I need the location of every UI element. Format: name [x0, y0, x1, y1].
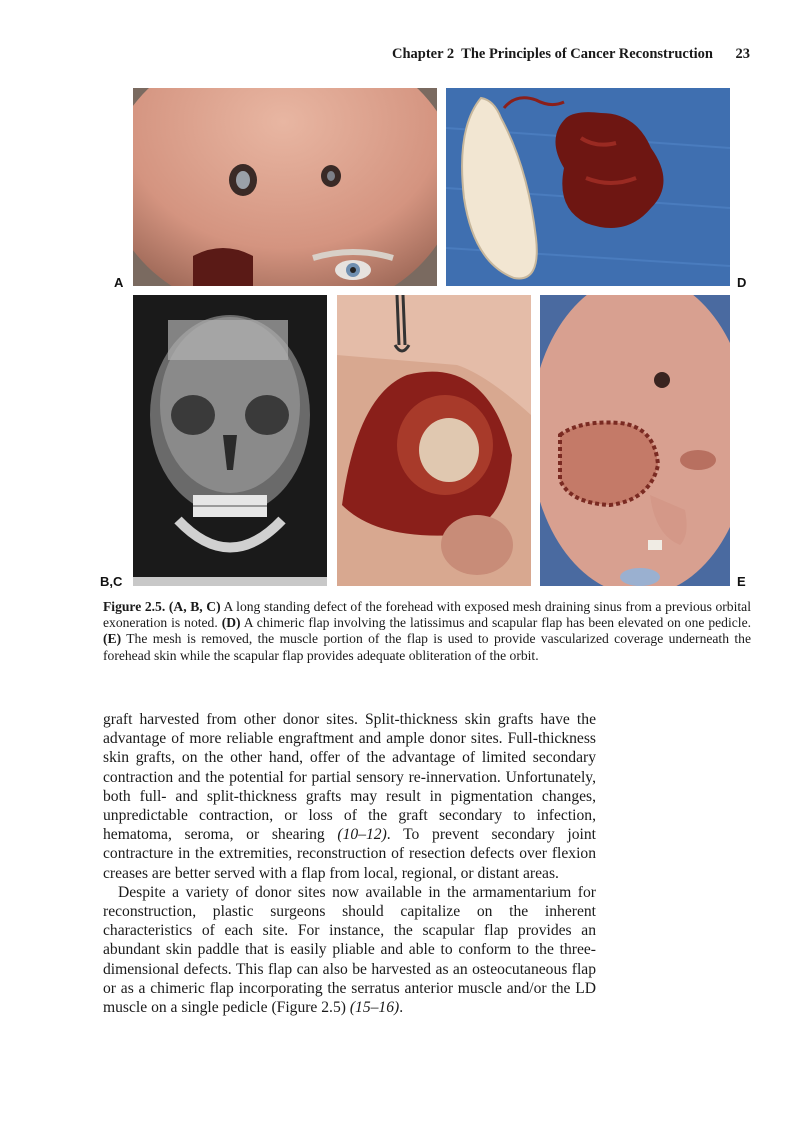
running-title: Chapter 2 The Principles of Cancer Reconstruction	[392, 46, 713, 62]
figure-caption	[103, 599, 751, 664]
caption-part2-text: A chimeric flap involving the latissimus and scapular flap has been elevated on one pedicle.	[240, 615, 751, 631]
caption-part1-label: (A, B, C)	[168, 599, 221, 614]
paragraph-2-end: .	[399, 999, 404, 1017]
xray-panel-bc-skull	[133, 295, 327, 586]
photo-panel-c-orbital-defect	[337, 295, 531, 586]
figure-label: Figure 2.5.	[103, 599, 166, 614]
running-head	[392, 46, 750, 63]
panel-label-e: E	[737, 574, 746, 589]
body-text	[103, 710, 596, 1017]
paragraph-1-citation: (10–12)	[337, 826, 387, 844]
paragraph-2	[103, 883, 596, 1017]
paragraph-2-text: Despite a variety of donor sites now available in the armamentarium for reconstruction, plastic surgeons should capitalize on the inherent characteristics of each site. For instance, the scapular flap provides an abundant skin paddle that is easily pliable and able to conform to the three-dimensional defects. This flap can also be harvested as an osteocutaneous flap or as a chimeric flap incorporating the serratus anterior muscle and/or the LD muscle on a single pedicle (Figure 2.5)	[103, 883, 596, 1017]
paragraph-2-citation: (15–16)	[349, 999, 400, 1017]
caption-part1-text: A long standing defect of the forehead with exposed mesh draining sinus from a previous orbital exoneration is noted.	[103, 599, 751, 631]
paragraph-1	[103, 710, 596, 883]
panel-label-bc: B,C	[100, 574, 123, 589]
paragraph-1-text: graft harvested from other donor sites. Split-thickness skin grafts have the advantage of more reliable engraftment and ample donor sites. Full-thickness skin grafts, on the other hand, offer of the advantage of limited secondary contraction and the potential for partial sensory re-innervation. Unfortunately, both full- and split-thickness grafts may result in pigmentation changes, unpredictable contraction, or loss of the graft secondary to infection, hematoma, seroma, or shearing	[103, 711, 596, 844]
panel-label-a: A	[114, 275, 124, 290]
panel-label-d: D	[737, 275, 747, 290]
caption-part3-label: (E)	[103, 631, 122, 647]
photo-panel-d-chimeric-flap	[446, 88, 730, 286]
caption-part2-label: (D)	[221, 615, 241, 631]
page-number: 23	[735, 46, 750, 62]
photo-panel-e-postoperative	[540, 295, 730, 586]
paragraph-1-end: . To prevent secondary joint contracture in the extremities, reconstruction of resection defects over flexion creases are better served with a flap from local, regional, or distant areas.	[103, 826, 596, 882]
caption-part3-text: The mesh is removed, the muscle portion of the flap is used to provide vascularized coverage underneath the forehead skin while the scapular flap provides adequate obliteration of the orbit.	[103, 631, 751, 663]
photo-panel-a-forehead	[133, 88, 437, 286]
